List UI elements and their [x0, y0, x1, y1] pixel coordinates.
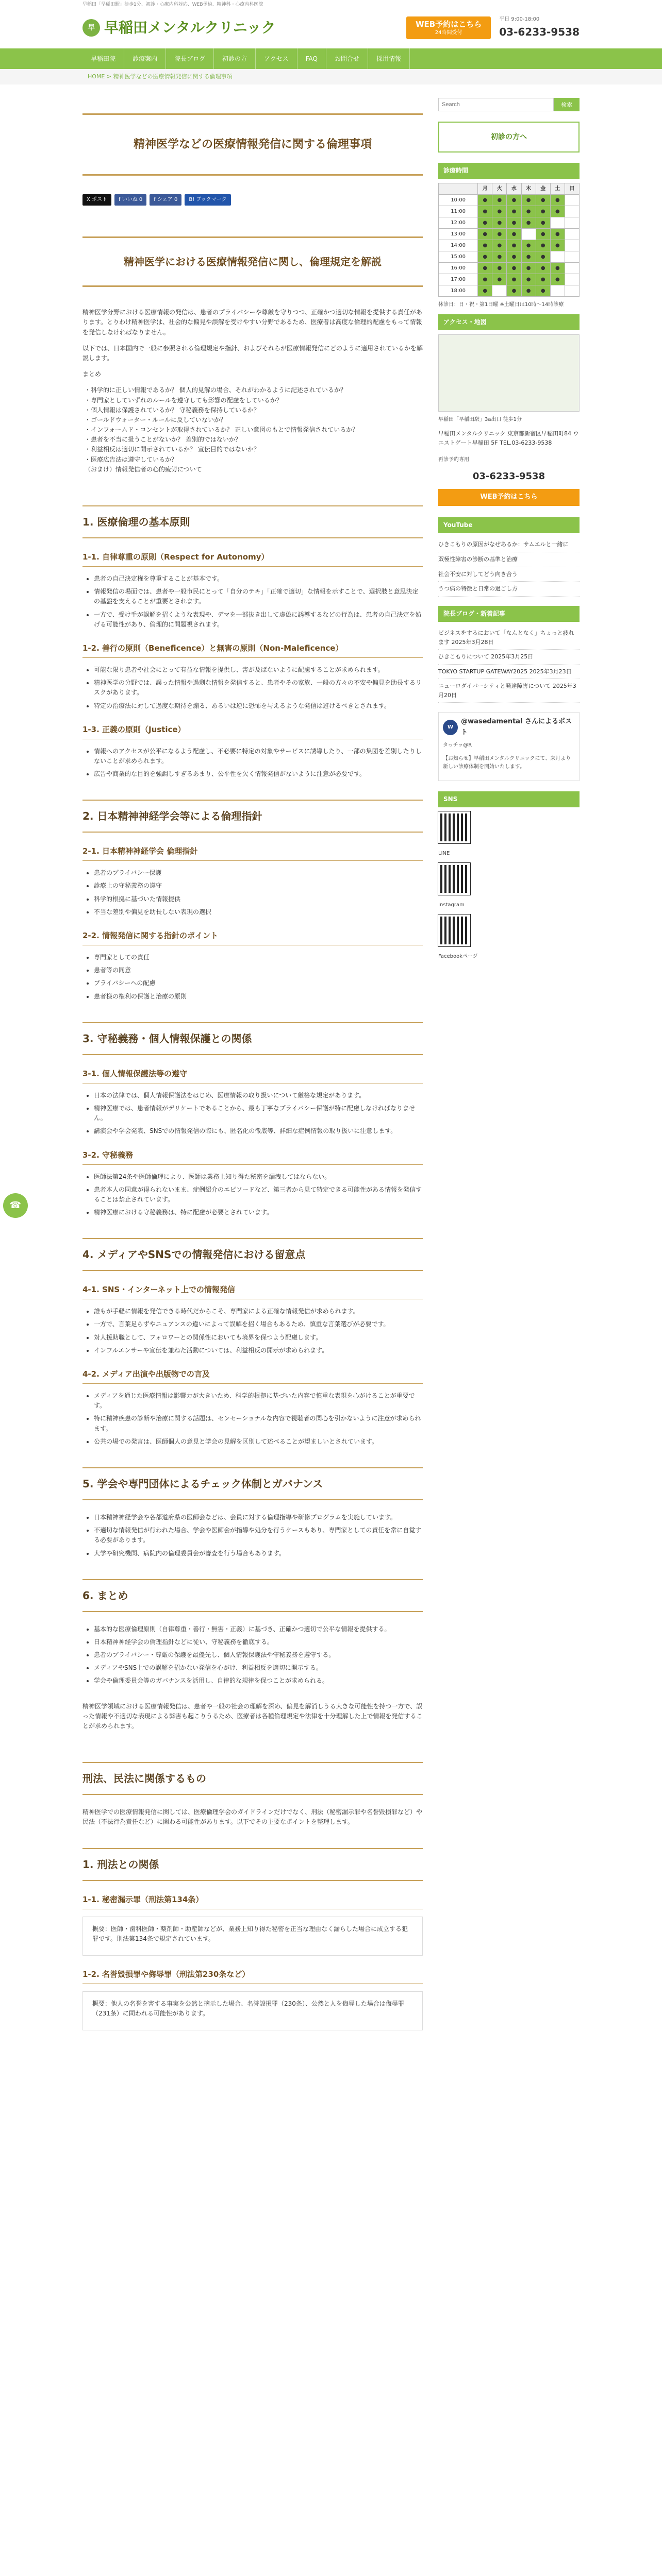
section-title: 2. 日本精神神経学会等による倫理指針	[82, 800, 423, 833]
phone-note: 平日 9:00-18:00	[499, 16, 540, 22]
schedule-cell: ●	[521, 263, 536, 274]
avatar: W	[443, 720, 458, 735]
toc-item[interactable]: ・専門家としていずれのルールを遵守しても影響の配慮をしているか？	[85, 396, 283, 404]
schedule-head-cell: 火	[492, 183, 507, 195]
law-box	[82, 1991, 423, 2030]
subsection-title: 1-2. 善行の原則（Beneficence）と無害の原則（Non-Maleficence）	[82, 642, 423, 658]
schedule-cell	[565, 229, 579, 240]
schedule-cell: ●	[536, 229, 550, 240]
twitter-embed[interactable]	[438, 712, 580, 781]
schedule-cell: ●	[492, 274, 507, 285]
schedule-row	[439, 285, 580, 297]
main-content	[82, 98, 423, 2041]
bullet-list	[94, 1624, 423, 1686]
intro-paragraph: 精神医学分野における医療情報の発信は、患者のプライバシーや尊厳を守りつつ、正確かつ適切な情報を提供する責任があります。とりわけ精神医学は、社会的な偏見や誤解を受けやすい分野であるため、医療者は高度な倫理的配慮をもって情報を発信しなければなりません。	[82, 309, 422, 336]
bullet-list	[94, 574, 423, 630]
bullet-list	[94, 1391, 423, 1447]
list-item: • 日本精神神経学会の倫理指針などに従い、守秘義務を徹底する。	[94, 1637, 423, 1647]
logo-icon: 早	[82, 19, 100, 37]
schedule-heading: 診療時間	[438, 163, 580, 179]
schedule-cell: ●	[536, 263, 550, 274]
schedule-cell: ●	[550, 195, 565, 206]
instagram-label: Instagram	[438, 902, 465, 908]
law-item-title: 1-1. 秘密漏示罪（刑法第134条）	[82, 1893, 423, 1909]
list-item: • 患者の自己決定権を尊重することが基本です。	[94, 574, 423, 584]
schedule-cell: ●	[478, 195, 492, 206]
schedule-row	[439, 206, 580, 217]
facebook-label: Facebookページ	[438, 954, 478, 960]
schedule-cell: ●	[550, 263, 565, 274]
instagram-qr-icon[interactable]	[438, 863, 470, 895]
hatena-bookmark-button[interactable]: B! ブックマーク	[185, 194, 230, 206]
schedule-cell: ●	[521, 206, 536, 217]
blog-heading: 院長ブログ・新着記事	[438, 606, 580, 622]
schedule-cell	[565, 217, 579, 229]
law-box-text: 概要：医師・歯科医師・薬剤師・助産師などが、業務上知り得た秘密を正当な理由なく漏らした場合に成立する犯罪です。刑法第134条で規定されています。	[92, 1925, 408, 1942]
list-item: • メディアやSNS上での誤解を招かない発信を心がけ、利益相反を適切に開示する。	[94, 1663, 423, 1673]
schedule-cell: ●	[536, 274, 550, 285]
bullet-list	[94, 747, 423, 779]
web-reserve-sub: 24時間受付	[435, 30, 462, 36]
toc-item[interactable]: （おまけ）情報発信者の心的疲労について	[85, 465, 202, 473]
list-item: • 特に精神疾患の診断や治療に関する話題は、センセーショナルな内容で視聴者の関心を引かないように注意が求められます。	[94, 1414, 423, 1433]
schedule-cell: ●	[550, 206, 565, 217]
toc-item[interactable]: ・科学的に正しい情報であるか？ 個人的見解の場合、それがわかるように記述されているか？	[85, 386, 346, 394]
subsection-title: 2-1. 日本精神神経学会 倫理指針	[82, 845, 423, 861]
sns-heading: SNS	[438, 791, 580, 807]
toc-item[interactable]: ・医療広告法は遵守しているか？	[85, 455, 178, 463]
nav-item-6[interactable]: お問合せ	[326, 48, 368, 69]
list-item: • 基本的な医療倫理原則（自律尊重・善行・無害・正義）に基づき、正確かつ適切で公平な情報を提供する。	[94, 1624, 423, 1634]
schedule-cell: ●	[550, 240, 565, 251]
nav-item-2[interactable]: 院長ブログ	[166, 48, 214, 69]
toc-item[interactable]: ・個人情報は保護されているか？ 守秘義務を保持しているか？	[85, 406, 260, 414]
schedule-cell: ●	[478, 229, 492, 240]
header-phone[interactable]	[499, 15, 580, 40]
schedule-cell: ●	[521, 285, 536, 297]
share-buttons	[82, 194, 423, 206]
bullet-list	[94, 1172, 423, 1218]
list-item: • 患者のプライバシー保護	[94, 868, 423, 878]
subsection-title: 1-3. 正義の原則（Justice）	[82, 723, 423, 739]
schedule-cell: ●	[507, 251, 521, 263]
schedule-head-cell: 日	[565, 183, 579, 195]
schedule-cell: ●	[521, 217, 536, 229]
nav-item-1[interactable]: 診療案内	[124, 48, 166, 69]
law-section-title: 刑法、民法に関係するもの	[82, 1762, 423, 1795]
list-item: • 不適切な情報発信が行われた場合、学会や医師会が指導や処分を行うケースもあり、専門家としての責任を常に自覚する必要があります。	[94, 1526, 423, 1545]
section-title: 1. 医療倫理の基本原則	[82, 505, 423, 538]
youtube-item[interactable]: 双極性障害の診断の基準と治療	[438, 552, 580, 567]
fb-share-button[interactable]: f シェア 0	[150, 194, 181, 206]
list-item: • 情報発信の場面では、患者や一般市民にとって「自分のテキ」「正確で適切」な情報を示すことで、選択肢と意思決定の基盤を支えることが重要とされます。	[94, 587, 423, 606]
schedule-cell: ●	[507, 274, 521, 285]
global-nav	[0, 48, 662, 69]
nav-item-3[interactable]: 初診の方	[214, 48, 256, 69]
schedule-cell: 16:00	[439, 263, 478, 274]
summary-text: 精神医学領域における医療情報発信は、患者や一般の社会の理解を深め、偏見を解消しうる大きな可能性を持つ一方で、誤った情報や不適切な表現による弊害も起こりうるため、医療者は各種倫理規定や法律を十分理解した上で情報を発信することが求められます。	[82, 1702, 423, 1730]
toc-item[interactable]: ・インフォームド・コンセントが取得されているか？ 正しい意図のもとで情報発信されているか？	[85, 426, 359, 434]
subsection-title: 3-2. 守秘義務	[82, 1149, 423, 1165]
intro	[82, 308, 423, 363]
schedule-cell: 18:00	[439, 285, 478, 297]
intro-paragraph: 以下では、日本国内で一般に参照される倫理規定や指針、およびそれらが医療情報発信にどのように適用されているかを解説します。	[82, 344, 423, 362]
article-subtitle: 精神医学における医療情報発信に関し、倫理規定を解説	[82, 236, 423, 287]
section-title: 5. 学会や専門団体によるチェック体制とガバナンス	[82, 1467, 423, 1500]
address: 早稲田メンタルクリニック 東京都新宿区早稲田町84 ウエストゲート早稲田 5F TEL.03-6233-9538	[438, 430, 579, 446]
schedule-cell: ●	[492, 240, 507, 251]
section	[82, 1579, 423, 1686]
floating-phone-icon[interactable]: ☎	[3, 1193, 28, 1218]
schedule-table	[438, 183, 580, 297]
schedule-cell: 12:00	[439, 217, 478, 229]
list-item: • プライバシーへの配慮	[94, 978, 423, 988]
schedule-cell: 14:00	[439, 240, 478, 251]
list-item: • 学会や倫理委員会等のガバナンスを活用し、自律的な規律を保つことが求められる。	[94, 1676, 423, 1686]
side-web-reserve-button[interactable]: WEB予約はこちら	[438, 489, 580, 506]
schedule-cell: 17:00	[439, 274, 478, 285]
schedule-cell: ●	[478, 263, 492, 274]
section-title: 4. メディアやSNSでの情報発信における留意点	[82, 1238, 423, 1271]
schedule-cell: ●	[521, 274, 536, 285]
logo-text: 早稲田メンタルクリニック	[104, 19, 276, 36]
list-item: • 可能な限り患者や社会にとって有益な情報を提供し、害が及ばないように配慮することが求められます。	[94, 665, 423, 675]
section	[82, 505, 423, 779]
schedule-row	[439, 251, 580, 263]
youtube-item[interactable]: うつ病の特徴と日常の過ごし方	[438, 582, 580, 597]
schedule-cell: ●	[521, 251, 536, 263]
list-item: • 患者等の同意	[94, 965, 423, 975]
schedule-cell	[550, 251, 565, 263]
schedule-cell: ●	[478, 240, 492, 251]
schedule-cell	[565, 251, 579, 263]
line-label: LINE	[438, 851, 450, 857]
breadcrumb[interactable]: HOME > 精神医学などの医療情報発信に関する倫理事項	[0, 69, 662, 84]
subsection-title: 4-1. SNS・インターネット上での情報発信	[82, 1283, 423, 1299]
toc	[82, 385, 423, 474]
list-item: • 日本の法律では、個人情報保護法をはじめ、医療情報の取り扱いについて厳格な規定があります。	[94, 1091, 423, 1100]
toc-title: まとめ	[82, 370, 102, 378]
schedule-cell: ●	[492, 195, 507, 206]
list-item: • 患者本人の同意が得られないまま、症例紹介のエピソードなど、第三者から見て特定できる可能性がある情報を発信することは禁止されています。	[94, 1185, 423, 1205]
subsection-title: 3-1. 個人情報保護法等の遵守	[82, 1067, 423, 1083]
first-visit-banner[interactable]: 初診の方へ	[438, 122, 580, 152]
fb-like-button[interactable]: f いいね 0	[114, 194, 146, 206]
schedule-cell: ●	[478, 217, 492, 229]
facebook-qr-icon[interactable]	[438, 914, 470, 946]
sidebar-search	[438, 98, 580, 111]
search-button[interactable]: 検索	[554, 98, 580, 111]
section-title: 3. 守秘義務・個人情報保護との関係	[82, 1022, 423, 1055]
schedule-cell	[565, 206, 579, 217]
schedule-cell: ●	[521, 195, 536, 206]
section	[82, 1238, 423, 1447]
schedule-cell: ●	[492, 263, 507, 274]
schedule-head-cell: 月	[478, 183, 492, 195]
schedule-cell	[565, 274, 579, 285]
x-share-button[interactable]: X ポスト	[82, 194, 111, 206]
sidebar	[438, 98, 580, 2041]
schedule-cell: ●	[536, 217, 550, 229]
list-item: • 公共の場での発言は、医師個人の意見と学会の見解を区別して述べることが望ましいとされています。	[94, 1437, 423, 1447]
list-item: • 大学や研究機関、病院内の倫理委員会が審査を行う場合もあります。	[94, 1549, 423, 1558]
section	[82, 1467, 423, 1558]
bullet-list	[94, 953, 423, 1002]
list-item: • 一方で、受け手が誤解を招くような表現や、デマを一部抜き出して虚偽に誘導するなどの行為は、患者の自己決定を妨げる可能性があり、倫理的に問題視されます。	[94, 610, 423, 630]
schedule-cell: ●	[492, 206, 507, 217]
list-item: • 診療上の守秘義務の遵守	[94, 881, 423, 891]
schedule-note: 休診日：日・祝・第1日曜 ※土曜日は10時〜14時診療	[438, 302, 564, 308]
schedule-cell	[565, 263, 579, 274]
list-item: • 対人援助職として、フォロワーとの関係性においても境界を保つよう配慮します。	[94, 1333, 423, 1343]
list-item: • 不当な差別や偏見を助長しない表現の選択	[94, 907, 423, 917]
schedule-row	[439, 274, 580, 285]
schedule-cell: ●	[507, 206, 521, 217]
section	[82, 1022, 423, 1218]
schedule-cell	[550, 285, 565, 297]
law-box-text: 概要：他人の名誉を害する事実を公然と摘示した場合、名誉毀損罪（230条）、公然と人を侮辱した場合は侮辱罪（231条）に問われる可能性があります。	[92, 1999, 404, 2018]
list-item: • 医師法第24条や医師倫理により、医師は業務上知り得た秘密を漏洩してはならない。	[94, 1172, 423, 1182]
schedule-cell	[521, 229, 536, 240]
logo[interactable]	[82, 16, 276, 40]
schedule-row	[439, 217, 580, 229]
schedule-head-cell: 土	[550, 183, 565, 195]
law-item-title: 1-2. 名誉毀損罪や侮辱罪（刑法第230条など）	[82, 1968, 423, 1984]
schedule-cell: ●	[536, 251, 550, 263]
schedule-cell	[550, 217, 565, 229]
schedule-cell: 15:00	[439, 251, 478, 263]
law-intro: 精神医学での医療情報発信に関しては、医療倫理学会のガイドラインだけでなく、刑法（秘密漏示罪や名誉毀損罪など）や民法（不法行為責任など）に関わる可能性があります。以下でその主要なポイントを整理します。	[82, 1808, 423, 1826]
schedule-cell: ●	[507, 217, 521, 229]
blog-item[interactable]: ビジネスをするにおいて「なんとなく」ちょっと疲れます 2025年3月28日	[438, 626, 580, 650]
youtube-list	[438, 537, 580, 596]
toc-item[interactable]: ・ゴールドウォーター・ルールに反していないか？	[85, 416, 227, 423]
sections	[82, 505, 423, 1686]
nav-item-0[interactable]: 早稲田院	[82, 48, 124, 69]
schedule-cell: ●	[507, 263, 521, 274]
blog-list	[438, 626, 580, 703]
section	[82, 800, 423, 1002]
bullet-list	[94, 1307, 423, 1355]
schedule-cell: 11:00	[439, 206, 478, 217]
subsection-title: 4-2. メディア出演や出版物での言及	[82, 1368, 423, 1384]
nav-item-4[interactable]: アクセス	[256, 48, 297, 69]
access-map[interactable]	[438, 334, 580, 412]
schedule-cell	[565, 285, 579, 297]
schedule-cell: ●	[507, 285, 521, 297]
bullet-list	[94, 868, 423, 917]
schedule-cell: ●	[507, 240, 521, 251]
top-tagline: 早稲田「早稲田駅」徒歩1分、初診・心療内科対応、WEB予約、精神科・心療内科医院	[0, 0, 662, 7]
list-item: • 専門家としての責任	[94, 953, 423, 962]
blog-item[interactable]: ひきこもりについて 2025年3月25日	[438, 650, 580, 665]
bullet-list	[94, 1091, 423, 1137]
list-item: • 精神医療では、患者情報がデリケートであることから、最も丁寧なプライバシー保護が特に配慮しなければなりません。	[94, 1104, 423, 1123]
schedule-row	[439, 195, 580, 206]
bullet-list	[94, 665, 423, 711]
twitter-post: 【お知らせ】早稲田メンタルクリニックにて、来月より新しい診療体制を開始いたします。	[443, 756, 571, 770]
list-item: • 患者様の権利の保護と治療の原則	[94, 992, 423, 1002]
schedule-cell: ●	[492, 229, 507, 240]
twitter-name: @wasedamental さんによるポスト	[461, 718, 572, 737]
schedule-cell: ●	[507, 229, 521, 240]
side-phone[interactable]: 03-6233-9538	[472, 470, 545, 482]
toc-item[interactable]: ・利益相反は適切に開示されているか？ 宣伝目的ではないか？	[85, 446, 260, 453]
schedule-cell: 10:00	[439, 195, 478, 206]
schedule-cell: ●	[536, 285, 550, 297]
schedule-cell	[565, 240, 579, 251]
section-title: 6. まとめ	[82, 1579, 423, 1612]
phone-heading: 再診予約専用	[438, 456, 469, 463]
schedule-cell: ●	[478, 206, 492, 217]
schedule-row	[439, 263, 580, 274]
schedule-cell: ●	[492, 217, 507, 229]
youtube-heading: YouTube	[438, 517, 580, 533]
subsection-title: 2-2. 情報発信に関する指針のポイント	[82, 929, 423, 945]
list-item: • 誰もが手軽に情報を発信できる時代だからこそ、専門家による正確な情報発信が求められます。	[94, 1307, 423, 1316]
list-item: • 情報へのアクセスが公平になるよう配慮し、不必要に特定の対象やサービスに誘導したり、一部の集団を差別したりしないことが求められます。	[94, 747, 423, 766]
bullet-list	[94, 1513, 423, 1558]
list-item: • 一方で、言葉足らずやニュアンスの違いによって誤解を招く場合もあるため、慎重な言葉選びが必要です。	[94, 1319, 423, 1329]
list-item: • 講演会や学会発表、SNSでの情報発信の際にも、匿名化の徹底等、詳細な症例情報の取り扱いに注意します。	[94, 1126, 423, 1136]
toc-item[interactable]: ・患者を不当に扱うことがないか？ 差別的ではないか？	[85, 436, 241, 444]
schedule-cell	[565, 195, 579, 206]
schedule-head-cell: 水	[507, 183, 521, 195]
schedule-cell: ●	[478, 285, 492, 297]
list-item: • 精神医療における守秘義務は、特に配慮が必要とされています。	[94, 1208, 423, 1217]
list-item: • 患者のプライバシー・尊厳の保護を最優先し、個人情報保護法や守秘義務を遵守する。	[94, 1650, 423, 1660]
site-header	[0, 7, 662, 48]
youtube-item[interactable]: ひきこもりの原因がなぜあるか：サムエルと一緒に	[438, 537, 580, 552]
schedule-head-cell: 金	[536, 183, 550, 195]
list-item: • 日本精神神経学会や各都道府県の医師会などは、会員に対する倫理指導や研修プログラムを実施しています。	[94, 1513, 423, 1522]
schedule-head-cell	[439, 183, 478, 195]
schedule-cell: ●	[536, 240, 550, 251]
search-input[interactable]	[438, 98, 554, 111]
twitter-user: タっチッ@R	[443, 742, 472, 749]
schedule-cell: ●	[550, 229, 565, 240]
law-box	[82, 1917, 423, 1956]
schedule-cell: ●	[478, 274, 492, 285]
schedule-cell: ●	[536, 195, 550, 206]
schedule-row	[439, 229, 580, 240]
access-heading: アクセス・地図	[438, 314, 580, 330]
list-item: • メディアを通じた医療情報は影響力が大きいため、科学的根拠に基づいた内容で慎重な表現を心がけることが重要です。	[94, 1391, 423, 1411]
schedule-head-row	[439, 183, 580, 195]
list-item: • 科学的根拠に基づいた情報提供	[94, 894, 423, 904]
schedule-head-cell: 木	[521, 183, 536, 195]
law-sub-title: 1. 刑法との関係	[82, 1848, 423, 1881]
blog-item[interactable]: TOKYO STARTUP GATEWAY2025 2025年3月23日	[438, 665, 580, 680]
schedule-cell: 13:00	[439, 229, 478, 240]
list-item: • インフルエンサーや宣伝を兼ねた活動については、利益相反の開示が求められます。	[94, 1346, 423, 1355]
list-item: • 精神医学の分野では、誤った情報や過剰な情報を発信すると、患者やその家族、一般の方々の不安や偏見を助長するリスクがあります。	[94, 678, 423, 698]
schedule-cell: ●	[521, 240, 536, 251]
schedule-cell	[492, 285, 507, 297]
list-item: • 特定の治療法に対して過度な期待を煽る、あるいは逆に恐怖を与えるような発信は避けるべきとされます。	[94, 701, 423, 711]
nav-item-5[interactable]: FAQ	[297, 48, 326, 69]
subsection-title: 1-1. 自律尊重の原則（Respect for Autonomy）	[82, 551, 423, 567]
schedule-row	[439, 240, 580, 251]
phone-number: 03-6233-9538	[499, 26, 580, 38]
schedule-cell: ●	[550, 274, 565, 285]
web-reserve-label: WEB予約はこちら	[416, 19, 482, 29]
nav-item-7[interactable]: 採用情報	[368, 48, 410, 69]
page-title: 精神医学などの医療情報発信に関する倫理事項	[82, 113, 423, 176]
youtube-item[interactable]: 社会不安に対してどう向き合う	[438, 567, 580, 582]
schedule-cell: ●	[478, 251, 492, 263]
line-qr-icon[interactable]	[438, 811, 470, 843]
schedule-cell: ●	[536, 206, 550, 217]
web-reserve-button[interactable]	[406, 16, 491, 40]
access-title: 早稲田「早稲田駅」3a出口 徒歩1分	[438, 417, 522, 423]
schedule-cell: ●	[492, 251, 507, 263]
blog-item[interactable]: ニューロダイバーシティと発達障害について 2025年3月20日	[438, 679, 580, 703]
schedule-cell: ●	[507, 195, 521, 206]
list-item: • 広告や商業的な目的を強調しすぎるあまり、公平性を欠く情報発信がないように注意が必要です。	[94, 769, 423, 779]
